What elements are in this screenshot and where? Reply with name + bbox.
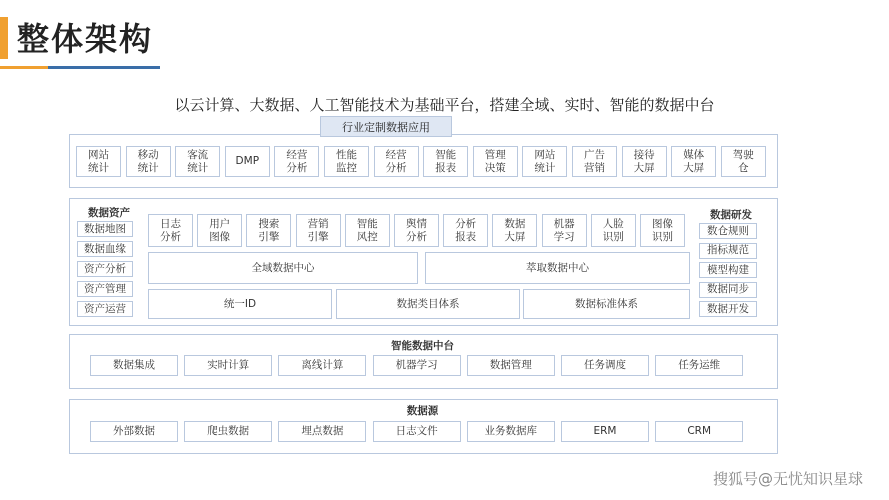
app-box: 媒体 大屏 [671, 146, 716, 177]
service-box: 舆情 分析 [394, 214, 439, 247]
title-accent-bar [0, 17, 8, 59]
app-box: 网站 统计 [76, 146, 121, 177]
app-box: 广告 营销 [572, 146, 617, 177]
service-box: 机器 学习 [542, 214, 587, 247]
app-box: 网站 统计 [522, 146, 567, 177]
research-box: 数仓规则 [699, 223, 757, 239]
platform-box: 数据集成 [90, 355, 178, 376]
research-box: 数据开发 [699, 301, 757, 317]
data-system-box: 数据标准体系 [523, 289, 690, 319]
source-box: ERM [561, 421, 649, 442]
app-box: 经营 分析 [274, 146, 319, 177]
app-box: 性能 监控 [324, 146, 369, 177]
platform-box: 机器学习 [373, 355, 461, 376]
asset-box: 资产运营 [77, 301, 133, 317]
service-box: 营销 引擎 [296, 214, 341, 247]
app-box: 管理 决策 [473, 146, 518, 177]
watermark: 搜狐号@无忧知识星球 [712, 470, 863, 488]
data-center-box: 萃取数据中心 [425, 252, 690, 284]
service-box: 搜索 引擎 [246, 214, 291, 247]
research-box: 指标规范 [699, 243, 757, 259]
source-box: 业务数据库 [467, 421, 555, 442]
platform-box: 离线计算 [278, 355, 366, 376]
asset-box: 数据地图 [77, 221, 133, 237]
app-box: 智能 报表 [423, 146, 468, 177]
service-box: 人脸 识别 [591, 214, 636, 247]
service-box: 日志 分析 [148, 214, 193, 247]
service-box: 数据 大屏 [492, 214, 537, 247]
platform-box: 任务调度 [561, 355, 649, 376]
service-box: 智能 风控 [345, 214, 390, 247]
app-box: 客流 统计 [175, 146, 220, 177]
source-box: 埋点数据 [278, 421, 366, 442]
platform-box: 实时计算 [184, 355, 272, 376]
page-title: 整体架构 [17, 20, 154, 58]
app-box: DMP [225, 146, 270, 177]
page-subtitle: 以云计算、大数据、人工智能技术为基础平台，搭建全域、实时、智能的数据中台 [174, 96, 715, 114]
asset-box: 数据血缘 [77, 241, 133, 257]
asset-box: 资产管理 [77, 281, 133, 297]
app-box: 接待 大屏 [622, 146, 667, 177]
service-box: 用户 图像 [197, 214, 242, 247]
research-title: 数据研发 [710, 209, 752, 221]
data-center-box: 全域数据中心 [148, 252, 418, 284]
service-box: 图像 识别 [640, 214, 685, 247]
platform-box: 任务运维 [655, 355, 743, 376]
source-box: 外部数据 [90, 421, 178, 442]
data-system-box: 统一ID [148, 289, 332, 319]
app-box: 驾驶 仓 [721, 146, 766, 177]
title-underline [0, 66, 160, 69]
platform-title: 智能数据中台 [391, 340, 454, 352]
research-box: 模型构建 [699, 262, 757, 278]
research-box: 数据同步 [699, 282, 757, 298]
platform-box: 数据管理 [467, 355, 555, 376]
applications-title: 行业定制数据应用 [320, 116, 452, 137]
data-system-box: 数据类目体系 [336, 289, 520, 319]
source-box: 爬虫数据 [184, 421, 272, 442]
source-box: CRM [655, 421, 743, 442]
service-box: 分析 报表 [443, 214, 488, 247]
app-box: 经营 分析 [374, 146, 419, 177]
app-box: 移动 统计 [126, 146, 171, 177]
sources-title: 数据源 [406, 405, 439, 417]
asset-box: 资产分析 [77, 261, 133, 277]
source-box: 日志文件 [373, 421, 461, 442]
assets-title: 数据资产 [88, 207, 130, 219]
